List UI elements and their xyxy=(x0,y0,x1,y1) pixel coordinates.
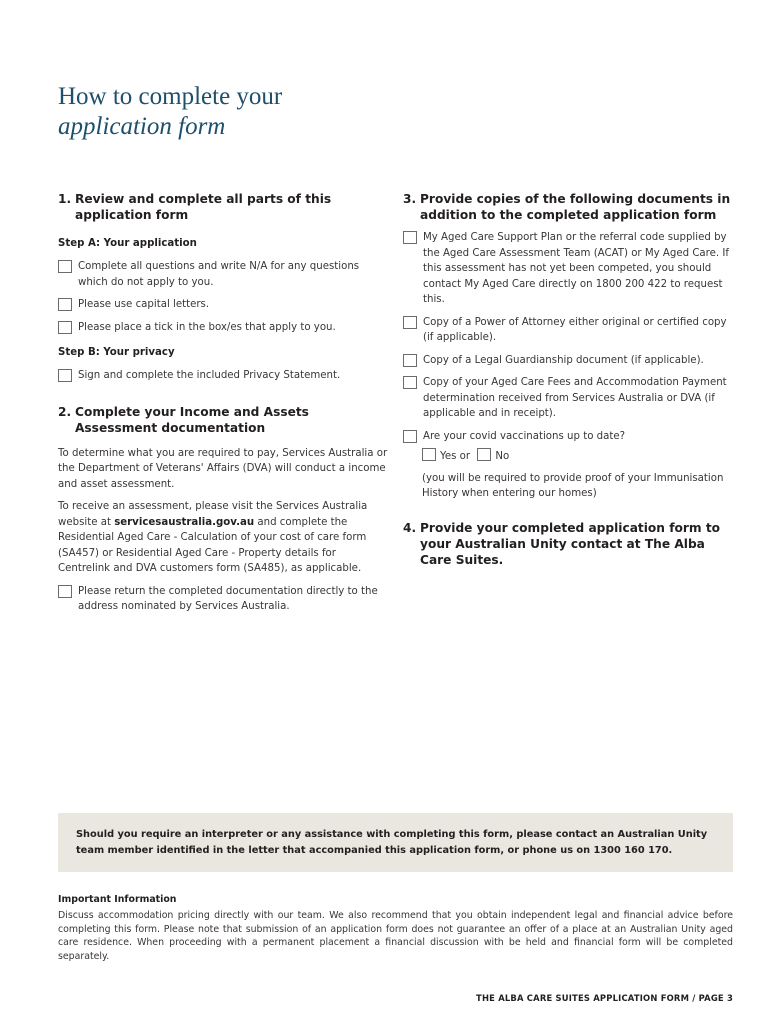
important-information xyxy=(58,893,733,963)
page-footer: THE ALBA CARE SUITES APPLICATION FORM / PAGE 3 xyxy=(476,993,733,1003)
checkbox[interactable] xyxy=(403,376,417,389)
checkbox[interactable] xyxy=(58,585,72,598)
section-3-title: Provide copies of the following documents in addition to the completed application form xyxy=(420,192,731,222)
yes-label: Yes or xyxy=(440,451,471,462)
checkbox-item[interactable] xyxy=(403,353,733,369)
checkbox[interactable] xyxy=(58,321,72,334)
important-heading: Important Information xyxy=(58,894,177,905)
checkbox-item[interactable] xyxy=(403,429,733,445)
checkbox[interactable] xyxy=(58,260,72,273)
important-body: Discuss accommodation pricing directly with our team. We also recommend that you obtain independent legal and financial advice before completing this form. Please note that submission of an application form does not guarantee an offer of a place at an Australian Unity aged care residence. When proceeding with a permanent placement a financial discussion with be held and financial form will be completed separately. xyxy=(58,910,733,962)
yes-checkbox[interactable] xyxy=(422,448,436,461)
checkbox-label: My Aged Care Support Plan or the referral code supplied by the Aged Care Assessment Team (ACAT) or My Aged Care. If this assessment has not yet been competed, you should contact My Aged Care directly on 1800 200 422 to request this. xyxy=(423,232,729,305)
checkbox-label: Please return the completed documentation directly to the address nominated by Services Australia. xyxy=(78,585,378,612)
checkbox[interactable] xyxy=(403,231,417,244)
section-2-paragraph-2 xyxy=(58,499,390,577)
section-2-title: Complete your Income and Assets Assessment documentation xyxy=(75,404,309,435)
checkbox[interactable] xyxy=(58,369,72,382)
section-1-number: 1. xyxy=(58,192,72,206)
checkbox[interactable] xyxy=(58,298,72,311)
para2-text-start: To receive an assessment, please visit the Services Australia website at xyxy=(58,501,368,528)
section-2-number: 2. xyxy=(58,404,72,419)
checkbox[interactable] xyxy=(403,430,417,443)
section-2-paragraph-1: To determine what you are required to pay, Services Australia or the Department of Veterans' Affairs (DVA) will conduct a income and asset assessment. xyxy=(58,447,388,490)
step-a-label: Step A: Your application xyxy=(58,238,197,249)
section-2-heading xyxy=(58,404,390,436)
checkbox-label: Copy of a Legal Guardianship document (if applicable). xyxy=(423,354,704,366)
no-label: No xyxy=(495,451,510,462)
section-3-number: 3. xyxy=(403,192,417,206)
checkbox-label: Copy of your Aged Care Fees and Accommodation Payment determination received from Services Australia or DVA (if applicable and in receipt). xyxy=(423,377,727,419)
no-checkbox[interactable] xyxy=(477,448,491,461)
checkbox-item[interactable] xyxy=(403,315,733,346)
checkbox[interactable] xyxy=(403,354,417,367)
section-4-title: Provide your completed application form to your Australian Unity contact at The Alba Care Suites. xyxy=(420,520,721,567)
checkbox-label: Sign and complete the included Privacy Statement. xyxy=(78,370,341,381)
services-australia-link[interactable]: servicesaustralia.gov.au xyxy=(114,516,255,528)
para2-text-end: and complete the Residential Aged Care - Calculation of your cost of care form (SA457) or Residential Aged Care - Property details for Centrelink and DVA customers form (SA485), as applicable. xyxy=(58,516,367,574)
section-4-number: 4. xyxy=(403,520,417,535)
page-title xyxy=(58,82,282,142)
checkbox-item[interactable] xyxy=(58,297,390,313)
title-line-1: How to complete your xyxy=(58,83,283,110)
checkbox-item[interactable] xyxy=(58,584,390,615)
assistance-banner: Should you require an interpreter or any assistance with completing this form, please contact an Australian Unity team member identified in the letter that accompanied this application form, or phone us on 1300 160 170. xyxy=(58,813,733,872)
section-1-heading xyxy=(58,191,390,223)
checkbox-label: Please use capital letters. xyxy=(78,299,210,310)
covid-yes-no xyxy=(422,448,733,465)
checkbox-label: Copy of a Power of Attorney either original or certified copy (if applicable). xyxy=(423,316,727,343)
immunisation-note: (you will be required to provide proof of your Immunisation History when entering our homes) xyxy=(422,472,724,499)
section-1-title: Review and complete all parts of this application form xyxy=(75,192,332,222)
section-4-heading xyxy=(403,520,733,568)
section-3-heading xyxy=(403,191,733,223)
checkbox-item[interactable] xyxy=(403,230,733,308)
checkbox-label: Complete all questions and write N/A for any questions which do not apply to you. xyxy=(78,261,360,288)
right-column xyxy=(403,191,733,568)
title-line-2: application form xyxy=(58,113,226,140)
checkbox-item[interactable] xyxy=(58,368,390,384)
checkbox-item[interactable] xyxy=(403,375,733,422)
checkbox-item[interactable] xyxy=(58,259,390,290)
checkbox[interactable] xyxy=(403,316,417,329)
step-b-label: Step B: Your privacy xyxy=(58,347,175,358)
checkbox-label: Please place a tick in the box/es that apply to you. xyxy=(78,321,336,333)
checkbox-item[interactable] xyxy=(58,320,390,336)
checkbox-label: Are your covid vaccinations up to date? xyxy=(423,430,626,442)
left-column xyxy=(58,191,390,615)
